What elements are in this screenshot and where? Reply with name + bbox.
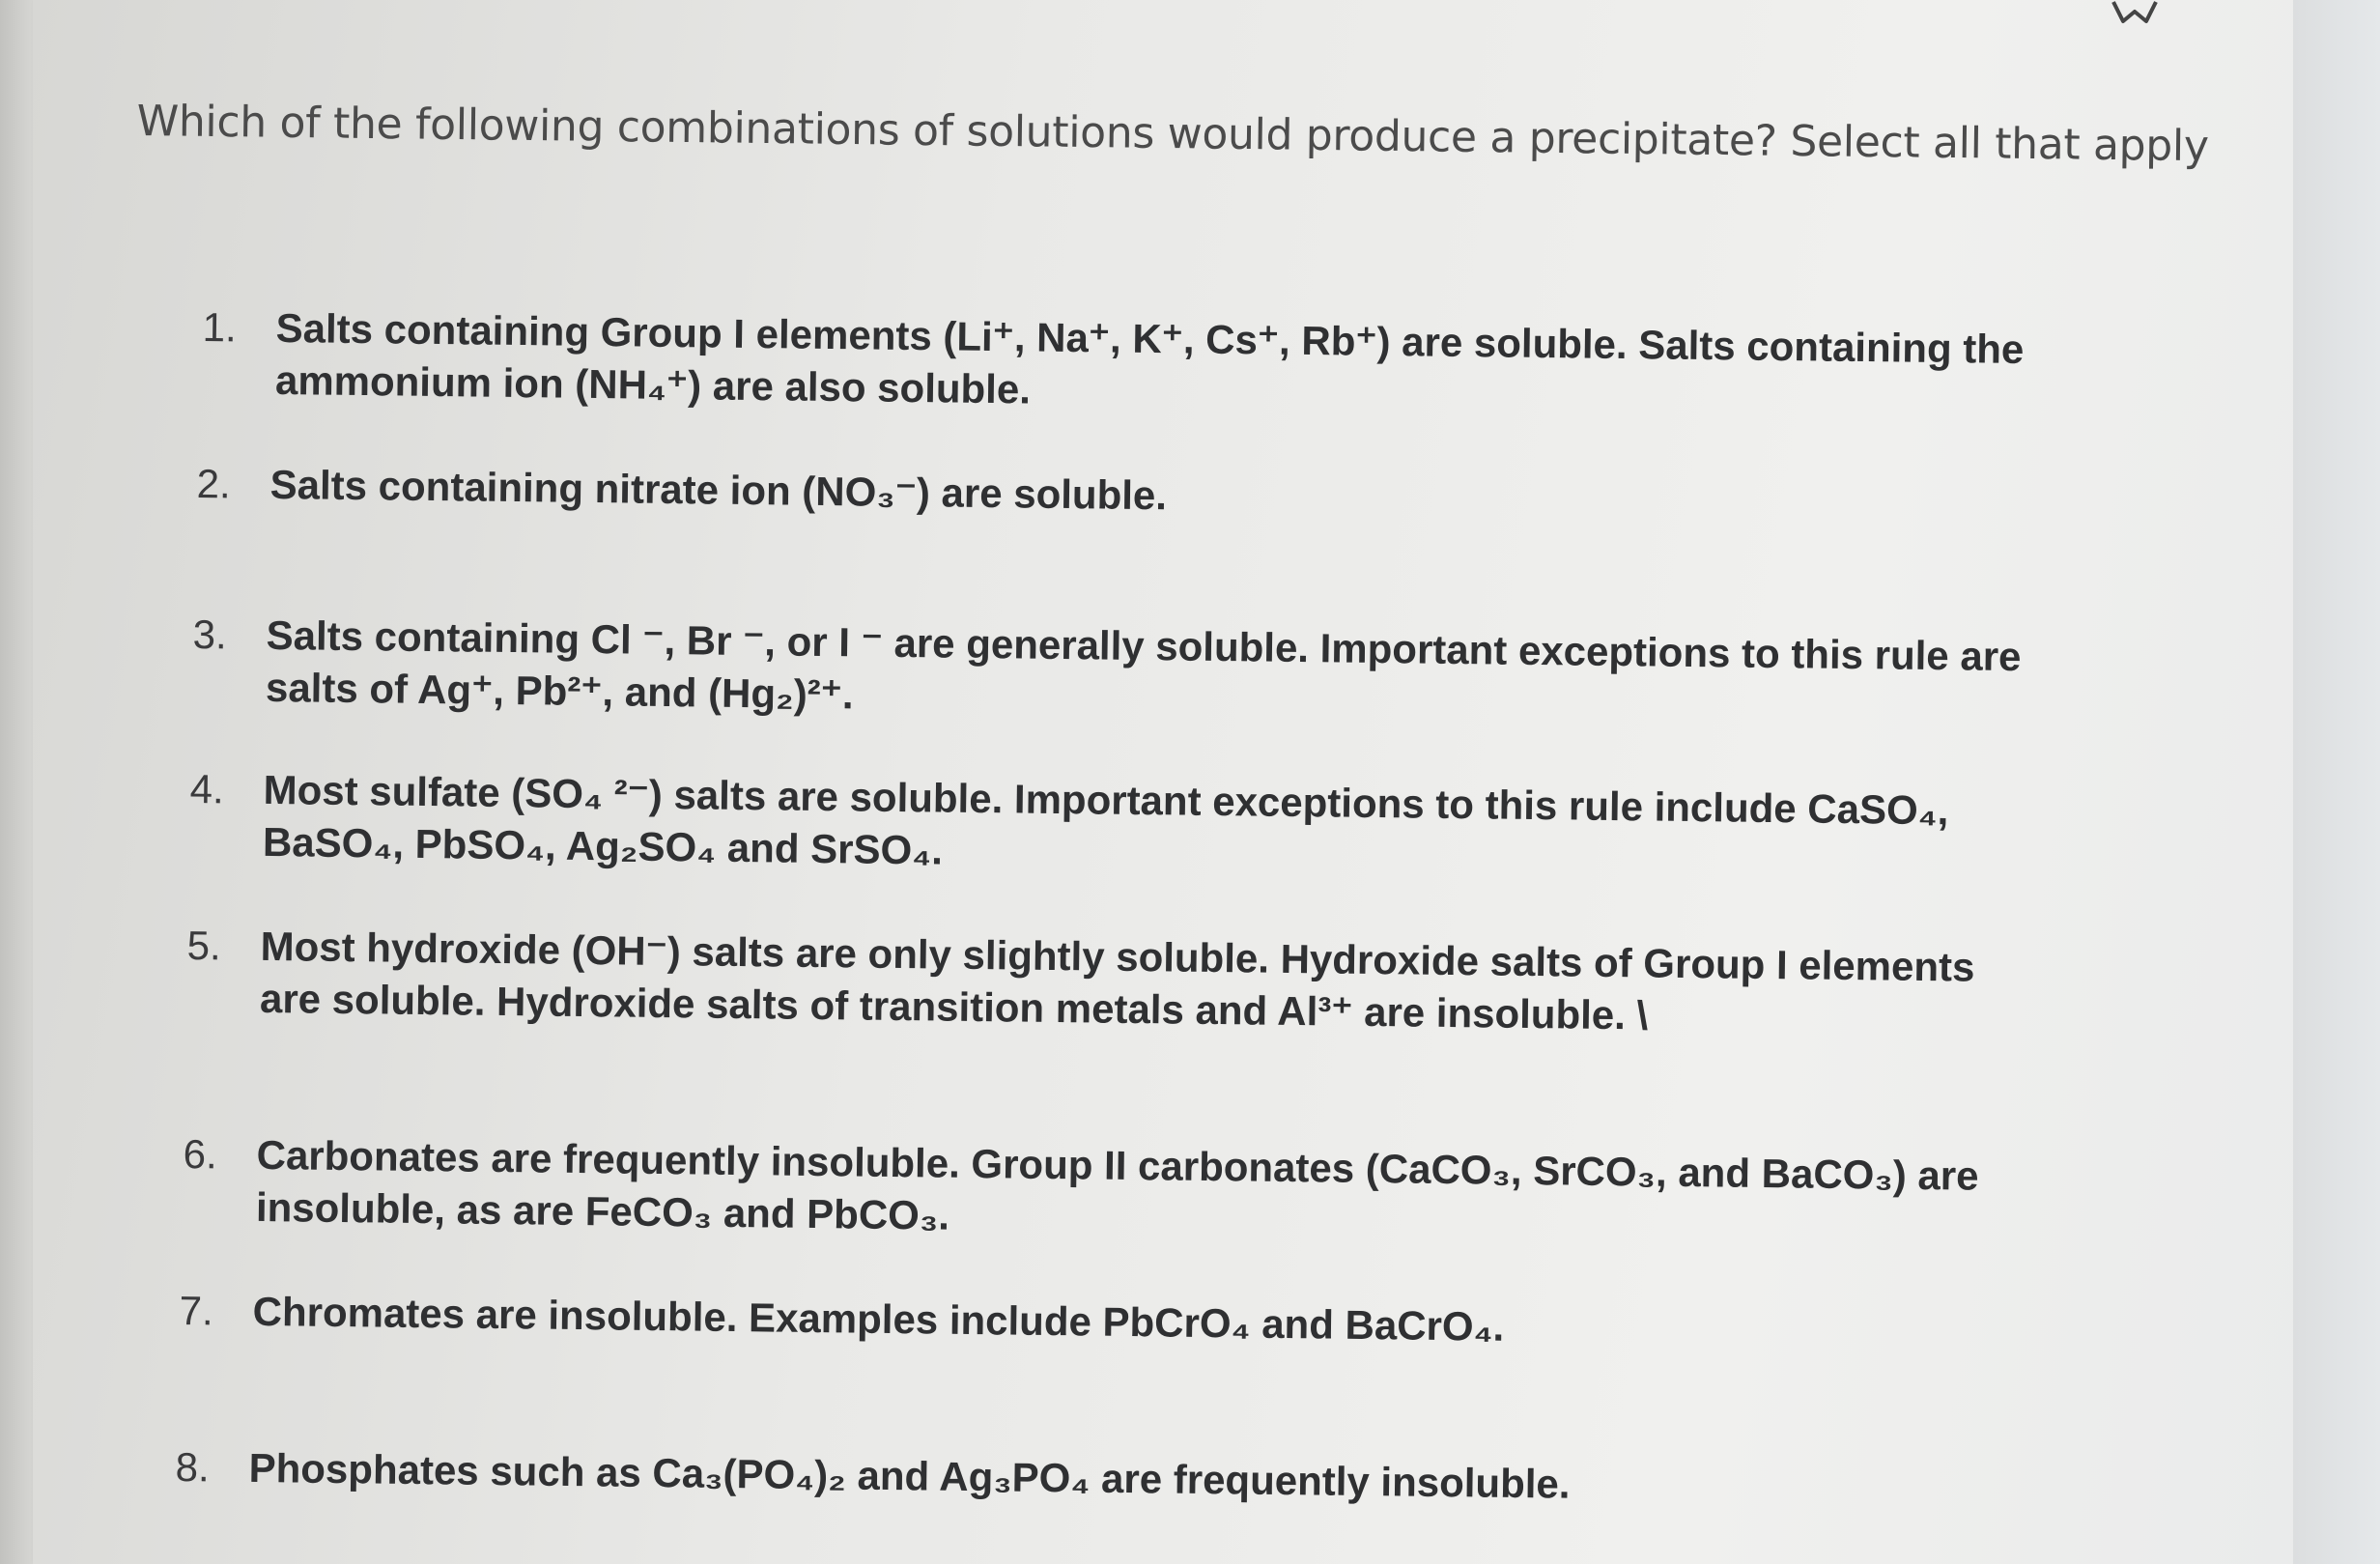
rule-line: insoluble, as are FeCO₃ and PbCO₃. xyxy=(255,1183,950,1238)
rule-text xyxy=(248,1442,1570,1511)
rule-text xyxy=(266,610,2022,735)
rule-number: 2. xyxy=(196,460,231,507)
rule-line: Most hydroxide (OH⁻) salts are only slightly soluble. Hydroxide salts of Group I elements xyxy=(260,923,1975,990)
rule-line: are soluble. Hydroxide salts of transition metals and Al³⁺ are insoluble. \ xyxy=(259,975,1649,1038)
rule-text xyxy=(263,764,1949,889)
rule-number: 7. xyxy=(179,1287,213,1334)
question-prompt: Which of the following combinations of solutions would produce a precipitate? Select all that apply xyxy=(136,97,2209,172)
rule-number: 8. xyxy=(175,1443,210,1491)
rule-text xyxy=(269,459,1167,522)
rule-number: 6. xyxy=(183,1130,217,1178)
rule-line: Salts containing Group I elements (Li⁺, Na⁺, K⁺, Cs⁺, Rb⁺) are soluble. Salts containing the xyxy=(275,304,2025,373)
rule-line: Salts containing Cl ⁻, Br ⁻, or I ⁻ are generally soluble. Important exceptions to this rule are xyxy=(266,611,2022,680)
rule-line: ammonium ion (NH₄⁺) are also soluble. xyxy=(274,356,1032,412)
rule-line: BaSO₄, PbSO₄, Ag₂SO₄ and SrSO₄. xyxy=(262,818,944,873)
rule-line: Carbonates are frequently insoluble. Group II carbonates (CaCO₃, SrCO₃, and BaCO₃) are xyxy=(256,1131,1979,1199)
rule-line: Chromates are insoluble. Examples include PbCrO₄ and BaCrO₄. xyxy=(252,1288,1505,1350)
rule-text xyxy=(275,302,2025,428)
rule-line: Phosphates such as Ca₃(PO₄)₂ and Ag₃PO₄ are frequently insoluble. xyxy=(248,1444,1571,1507)
rule-number: 5. xyxy=(186,922,221,969)
rule-number: 1. xyxy=(202,303,237,351)
rule-line: Salts containing nitrate ion (NO₃⁻) are soluble. xyxy=(269,461,1168,519)
rule-number: 3. xyxy=(192,611,227,658)
rule-line: salts of Ag⁺, Pb²⁺, and (Hg₂)²⁺. xyxy=(265,664,854,718)
rule-text xyxy=(252,1286,1504,1353)
rule-text xyxy=(260,921,1975,1046)
rule-text xyxy=(256,1129,1979,1255)
rule-line: Most sulfate (SO₄ ²⁻) salts are soluble. Important exceptions to this rule include CaSO₄, xyxy=(263,766,1949,834)
rule-number: 4. xyxy=(189,765,224,812)
